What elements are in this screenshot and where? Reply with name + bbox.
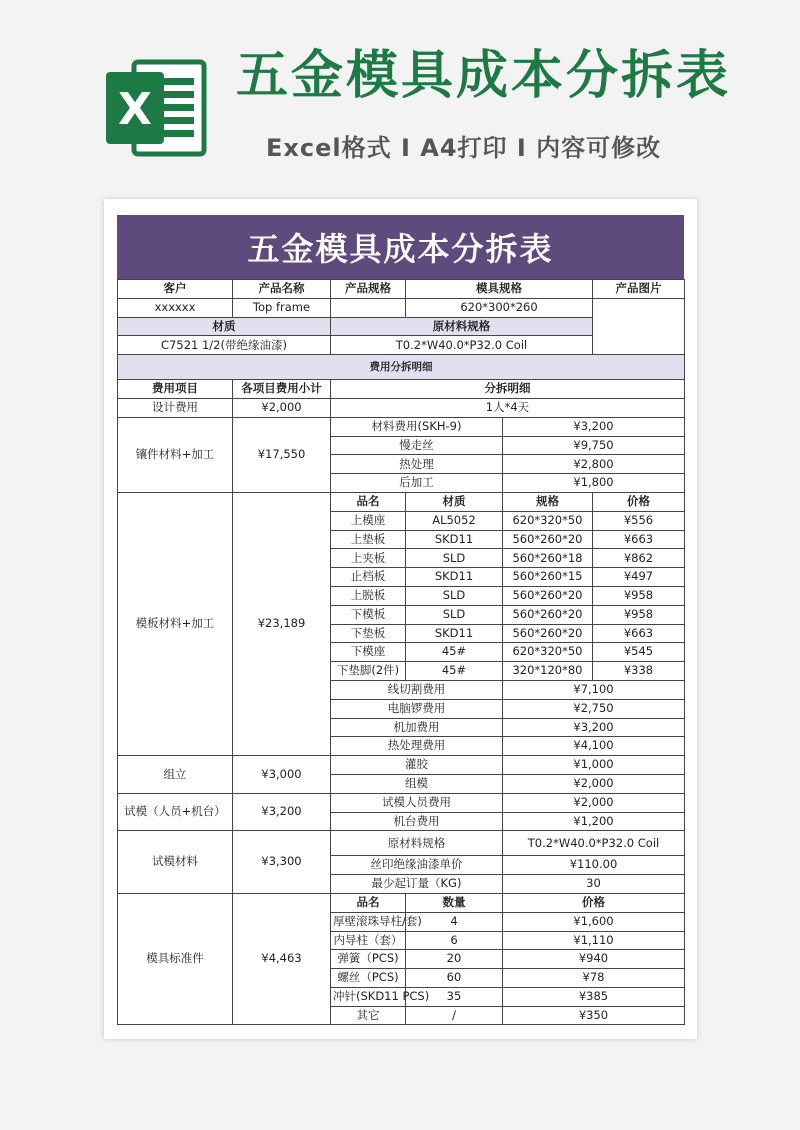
excel-logo-icon bbox=[104, 58, 208, 158]
assembly-item-value: ¥1,000 bbox=[503, 756, 685, 775]
std-part-qty: 6 bbox=[406, 931, 503, 950]
part-spec: 560*260*20 bbox=[503, 624, 593, 643]
part-name: 下模座 bbox=[331, 643, 406, 662]
part-price: ¥497 bbox=[593, 568, 685, 587]
part-price: ¥545 bbox=[593, 643, 685, 662]
std-part-name: 其它 bbox=[331, 1006, 406, 1025]
page-subtitle: Excel格式 I A4打印 I 内容可修改 bbox=[266, 134, 662, 162]
table-row bbox=[118, 417, 685, 436]
material-value: C7521 1/2(带绝缘油漆) bbox=[118, 336, 331, 355]
col-detail-header: 分拆明细 bbox=[331, 380, 685, 399]
section-title: 费用分拆明细 bbox=[118, 355, 685, 380]
design-row bbox=[118, 398, 685, 417]
plate-col-price: 价格 bbox=[593, 492, 685, 511]
std-part-name: 厚壁滚珠导柱/套) bbox=[331, 912, 406, 931]
part-name: 下模板 bbox=[331, 605, 406, 624]
standard-subtotal: ¥4,463 bbox=[233, 893, 331, 1025]
assembly-subtotal: ¥3,000 bbox=[233, 756, 331, 794]
insert-item-value: ¥3,200 bbox=[503, 417, 685, 436]
part-material: SLD bbox=[406, 605, 503, 624]
insert-item-value: ¥9,750 bbox=[503, 436, 685, 455]
part-spec: 560*260*20 bbox=[503, 530, 593, 549]
trial-material-item-name: 原材料规格 bbox=[331, 831, 503, 856]
plate-col-material: 材质 bbox=[406, 492, 503, 511]
part-name: 下垫板 bbox=[331, 624, 406, 643]
trial-material-label: 试模材料 bbox=[118, 831, 233, 894]
std-part-qty: 35 bbox=[406, 987, 503, 1006]
standard-label: 模具标准件 bbox=[118, 893, 233, 1025]
part-name: 上脱板 bbox=[331, 586, 406, 605]
std-part-price: ¥940 bbox=[503, 950, 685, 969]
part-name: 上模座 bbox=[331, 511, 406, 530]
raw-spec-label: 原材料规格 bbox=[331, 317, 593, 336]
product-image-label: 产品图片 bbox=[593, 280, 685, 299]
part-price: ¥556 bbox=[593, 511, 685, 530]
part-material: AL5052 bbox=[406, 511, 503, 530]
info-header-row bbox=[118, 280, 685, 299]
design-subtotal: ¥2,000 bbox=[233, 398, 331, 417]
raw-spec-value: T0.2*W40.0*P32.0 Coil bbox=[331, 336, 593, 355]
trial-material-item-value: T0.2*W40.0*P32.0 Coil bbox=[503, 831, 685, 856]
product-image-cell bbox=[593, 298, 685, 354]
assembly-item-name: 灌胶 bbox=[331, 756, 503, 775]
part-price: ¥958 bbox=[593, 605, 685, 624]
std-part-price: ¥350 bbox=[503, 1006, 685, 1025]
table-row bbox=[118, 793, 685, 812]
plate-header-row bbox=[118, 492, 685, 511]
std-part-name: 弹簧（PCS) bbox=[331, 950, 406, 969]
plate-cost-name: 热处理费用 bbox=[331, 737, 503, 756]
part-material: SLD bbox=[406, 549, 503, 568]
assembly-item-value: ¥2,000 bbox=[503, 774, 685, 793]
part-spec: 320*120*80 bbox=[503, 662, 593, 681]
plate-cost-value: ¥3,200 bbox=[503, 718, 685, 737]
trial-material-item-name: 最少起订量（KG) bbox=[331, 875, 503, 894]
standard-header-row bbox=[118, 893, 685, 912]
col-item-header: 费用项目 bbox=[118, 380, 233, 399]
std-part-qty: 20 bbox=[406, 950, 503, 969]
insert-item-name: 后加工 bbox=[331, 474, 503, 493]
table-row bbox=[118, 831, 685, 856]
detail-header-row bbox=[118, 380, 685, 399]
part-price: ¥663 bbox=[593, 530, 685, 549]
part-spec: 560*260*18 bbox=[503, 549, 593, 568]
std-part-qty: / bbox=[406, 1006, 503, 1025]
insert-item-name: 材料费用(SKH-9) bbox=[331, 417, 503, 436]
trial-material-item-value: ¥110.00 bbox=[503, 856, 685, 875]
trial-item-name: 机台费用 bbox=[331, 812, 503, 831]
page-title: 五金模具成本分拆表 bbox=[236, 46, 732, 106]
part-name: 止档板 bbox=[331, 568, 406, 587]
trial-subtotal: ¥3,200 bbox=[233, 793, 331, 831]
trial-label: 试模（人员+机台） bbox=[118, 793, 233, 831]
customer-value: xxxxxx bbox=[118, 298, 233, 317]
trial-item-value: ¥2,000 bbox=[503, 793, 685, 812]
std-part-price: ¥78 bbox=[503, 969, 685, 988]
product-name-value: Top frame bbox=[233, 298, 331, 317]
insert-item-name: 慢走丝 bbox=[331, 436, 503, 455]
assembly-label: 组立 bbox=[118, 756, 233, 794]
part-price: ¥663 bbox=[593, 624, 685, 643]
part-price: ¥862 bbox=[593, 549, 685, 568]
sheet-title: 五金模具成本分拆表 bbox=[117, 215, 684, 279]
customer-label: 客户 bbox=[118, 280, 233, 299]
plate-cost-value: ¥2,750 bbox=[503, 699, 685, 718]
plate-cost-value: ¥4,100 bbox=[503, 737, 685, 756]
trial-item-name: 试模人员费用 bbox=[331, 793, 503, 812]
product-spec-value bbox=[331, 298, 406, 317]
mold-spec-value: 620*300*260 bbox=[406, 298, 593, 317]
std-part-price: ¥385 bbox=[503, 987, 685, 1006]
part-spec: 620*320*50 bbox=[503, 643, 593, 662]
section-row bbox=[118, 355, 685, 380]
design-label: 设计费用 bbox=[118, 398, 233, 417]
plate-cost-value: ¥7,100 bbox=[503, 680, 685, 699]
part-name: 上夹板 bbox=[331, 549, 406, 568]
assembly-item-name: 组模 bbox=[331, 774, 503, 793]
plate-cost-name: 机加费用 bbox=[331, 718, 503, 737]
part-spec: 560*260*15 bbox=[503, 568, 593, 587]
part-spec: 560*260*20 bbox=[503, 605, 593, 624]
plate-label: 模板材料+加工 bbox=[118, 492, 233, 755]
insert-item-value: ¥1,800 bbox=[503, 474, 685, 493]
part-material: SKD11 bbox=[406, 568, 503, 587]
standard-col-price: 价格 bbox=[503, 893, 685, 912]
insert-item-name: 热处理 bbox=[331, 455, 503, 474]
insert-subtotal: ¥17,550 bbox=[233, 417, 331, 492]
table-row bbox=[118, 756, 685, 775]
svg-text:X: X bbox=[118, 84, 152, 135]
std-part-qty: 4 bbox=[406, 912, 503, 931]
part-spec: 560*260*20 bbox=[503, 586, 593, 605]
part-material: SKD11 bbox=[406, 624, 503, 643]
std-part-name: 冲针(SKD11 PCS) bbox=[331, 987, 406, 1006]
cost-table bbox=[117, 279, 685, 1025]
std-part-name: 内导柱（套） bbox=[331, 931, 406, 950]
part-material: 45# bbox=[406, 662, 503, 681]
material-label: 材质 bbox=[118, 317, 331, 336]
plate-col-spec: 规格 bbox=[503, 492, 593, 511]
trial-item-value: ¥1,200 bbox=[503, 812, 685, 831]
trial-material-item-name: 丝印绝缘油漆单价 bbox=[331, 856, 503, 875]
product-spec-label: 产品规格 bbox=[331, 280, 406, 299]
trial-material-subtotal: ¥3,300 bbox=[233, 831, 331, 894]
col-subtotal-header: 各项目费用小计 bbox=[233, 380, 331, 399]
insert-label: 镶件材料+加工 bbox=[118, 417, 233, 492]
std-part-price: ¥1,110 bbox=[503, 931, 685, 950]
standard-col-qty: 数量 bbox=[406, 893, 503, 912]
part-name: 上垫板 bbox=[331, 530, 406, 549]
std-part-price: ¥1,600 bbox=[503, 912, 685, 931]
part-price: ¥958 bbox=[593, 586, 685, 605]
plate-cost-name: 线切割费用 bbox=[331, 680, 503, 699]
plate-subtotal: ¥23,189 bbox=[233, 492, 331, 755]
plate-col-name: 品名 bbox=[331, 492, 406, 511]
part-spec: 620*320*50 bbox=[503, 511, 593, 530]
info-value-row bbox=[118, 298, 685, 317]
std-part-name: 螺丝（PCS) bbox=[331, 969, 406, 988]
plate-cost-name: 电脑锣费用 bbox=[331, 699, 503, 718]
insert-item-value: ¥2,800 bbox=[503, 455, 685, 474]
part-material: SKD11 bbox=[406, 530, 503, 549]
product-name-label: 产品名称 bbox=[233, 280, 331, 299]
part-material: SLD bbox=[406, 586, 503, 605]
standard-col-name: 品名 bbox=[331, 893, 406, 912]
mold-spec-label: 模具规格 bbox=[406, 280, 593, 299]
part-material: 45# bbox=[406, 643, 503, 662]
part-name: 下垫脚(2件) bbox=[331, 662, 406, 681]
std-part-qty: 60 bbox=[406, 969, 503, 988]
part-price: ¥338 bbox=[593, 662, 685, 681]
design-detail: 1人*4天 bbox=[331, 398, 685, 417]
trial-material-item-value: 30 bbox=[503, 875, 685, 894]
